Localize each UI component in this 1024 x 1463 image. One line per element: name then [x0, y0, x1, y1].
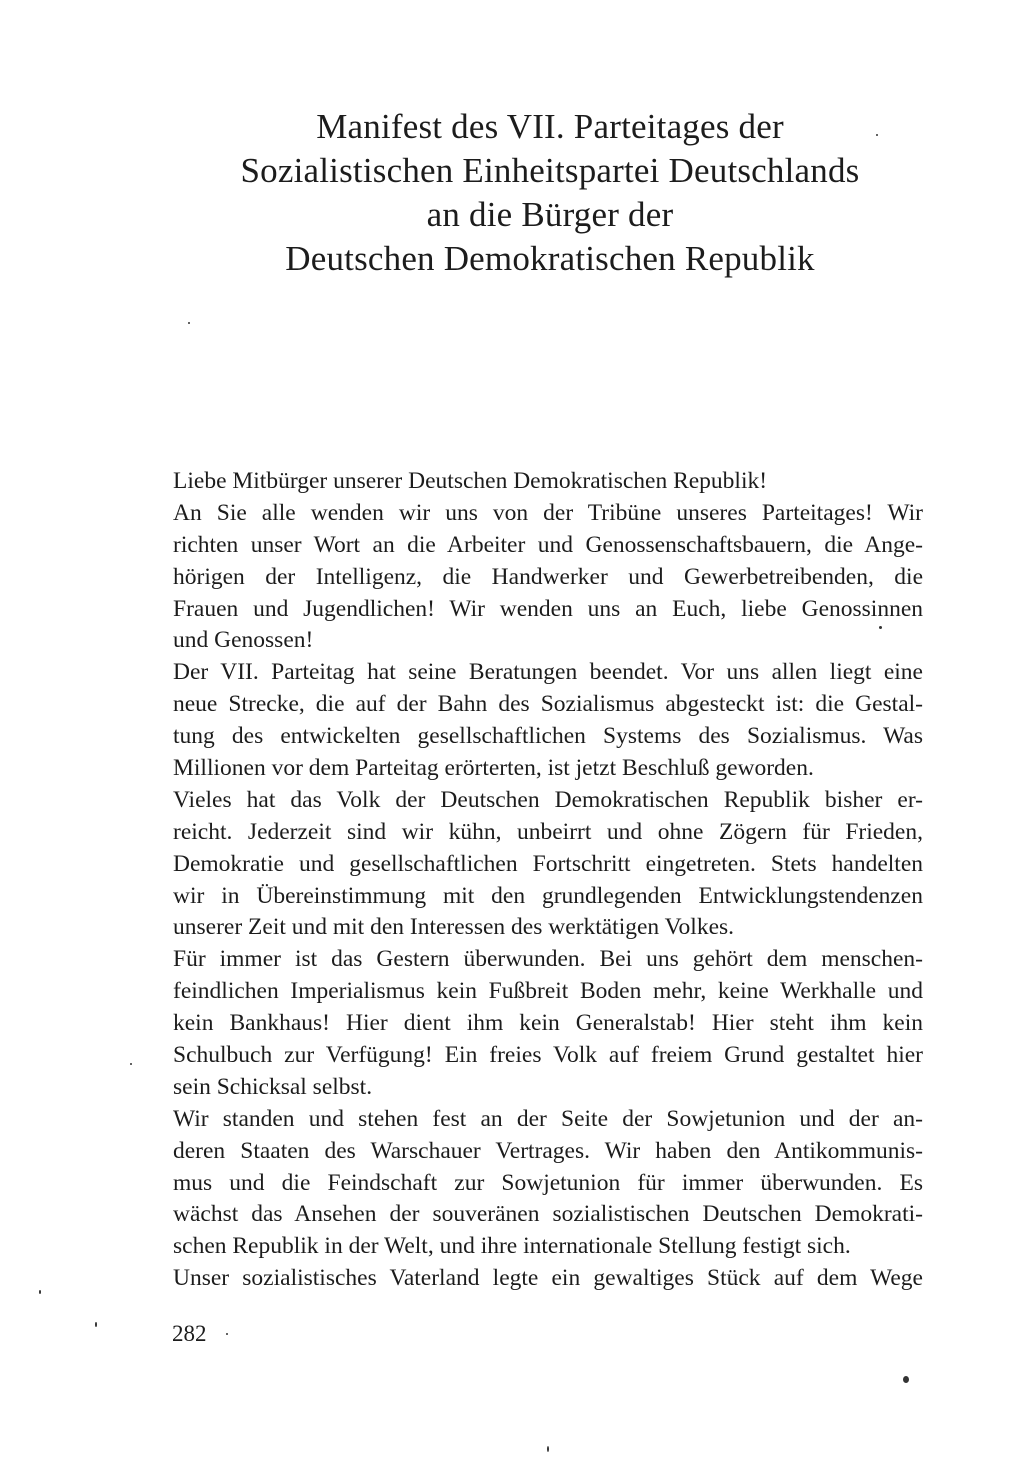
text-line: Der VII. Parteitag hat seine Beratungen beendet. Vor uns allen liegt eine [173, 659, 923, 686]
text-line: tung des entwickelten gesellschaftlichen Systems des Sozialismus. Was [173, 723, 923, 750]
text-line: schen Republik in der Welt, und ihre internationale Stellung festigt sich. [173, 1233, 851, 1260]
page-number: 282 [172, 1321, 207, 1346]
document-title [200, 105, 900, 281]
text-line: unserer Zeit und mit den Interessen des werktätigen Volkes. [173, 914, 735, 941]
text-line: Millionen vor dem Parteitag erörterten, ist jetzt Beschluß geworden. [173, 755, 814, 782]
text-line: feindlichen Imperialismus kein Fußbreit Boden mehr, keine Werkhalle und [173, 978, 923, 1005]
title-line: an die Bürger der [426, 195, 674, 234]
text-line: Demokratie und gesellschaftlichen Fortschritt eingetreten. Stets handelten [173, 850, 923, 877]
scan-speck [876, 134, 878, 136]
text-line: richten unser Wort an die Arbeiter und Genossenschaftsbauern, die Ange- [173, 531, 923, 558]
text-line: Frauen und Jugendlichen! Wir wenden uns an Euch, liebe Genossinnen [173, 595, 923, 622]
text-line: Schulbuch zur Verfügung! Ein freies Volk auf freiem Grund gestaltet hier [173, 1042, 923, 1069]
text-line: wir in Übereinstimmung mit den grundlegenden Entwicklungstendenzen [173, 882, 923, 909]
scan-speck [226, 1333, 228, 1335]
text-line: Liebe Mitbürger unserer Deutschen Demokratischen Republik! [173, 468, 768, 494]
title-line: Manifest des VII. Parteitages der [316, 107, 784, 146]
text-line: sein Schicksal selbst. [173, 1073, 373, 1100]
text-line: An Sie alle wenden wir uns von der Tribüne unseres Parteitages! Wir [173, 499, 923, 526]
scan-speck [903, 1376, 909, 1383]
text-line: Wir standen und stehen fest an der Seite der Sowjetunion und der an- [173, 1105, 923, 1132]
scan-speck [95, 1322, 97, 1327]
title-line: Sozialistischen Einheitspartei Deutschlands [240, 151, 860, 190]
text-line: Vieles hat das Volk der Deutschen Demokratischen Republik bisher er- [173, 786, 923, 813]
title-line: Deutschen Demokratischen Republik [285, 239, 815, 278]
scan-speck [547, 1446, 549, 1452]
text-line: Für immer ist das Gestern überwunden. Bei uns gehört dem menschen- [173, 946, 923, 973]
scan-speck [188, 322, 190, 324]
text-line: kein Bankhaus! Hier dient ihm kein Generalstab! Hier steht ihm kein [173, 1010, 923, 1037]
text-line: und Genossen! [173, 627, 314, 654]
scan-speck [130, 1063, 132, 1065]
body-text [173, 466, 923, 1295]
text-line: mus und die Feindschaft zur Sowjetunion für immer überwunden. Es [173, 1169, 923, 1196]
text-line: Unser sozialistisches Vaterland legte ein gewaltiges Stück auf dem Wege [173, 1265, 923, 1292]
scan-speck [39, 1290, 41, 1294]
text-line: hörigen der Intelligenz, die Handwerker und Gewerbetreibenden, die [173, 563, 923, 590]
text-line: reicht. Jederzeit sind wir kühn, unbeirrt und ohne Zögern für Frieden, [173, 818, 923, 845]
scan-speck [879, 626, 882, 629]
text-line: deren Staaten des Warschauer Vertrages. Wir haben den Antikommunis- [173, 1137, 923, 1164]
text-line: wächst das Ansehen der souveränen sozialistischen Deutschen Demokrati- [173, 1201, 923, 1228]
text-line: neue Strecke, die auf der Bahn des Sozialismus abgesteckt ist: die Gestal- [173, 691, 923, 718]
